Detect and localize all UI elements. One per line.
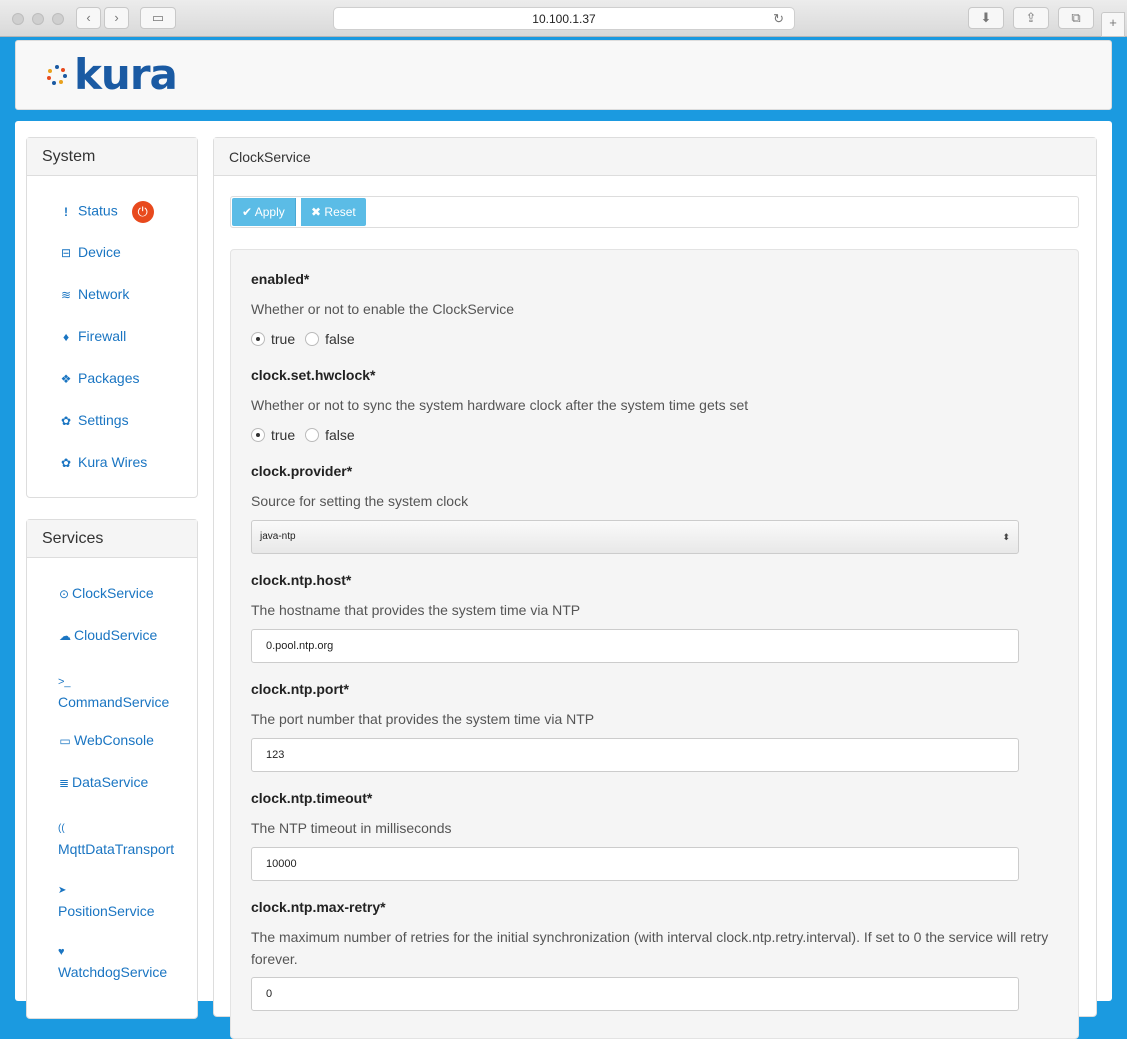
sidebar-item-network[interactable] [58,286,228,302]
apply-label: Apply [254,205,285,219]
provider-select[interactable] [251,520,1019,554]
field-desc-provider: Source for setting the system clock [251,493,469,509]
cloud-icon: ☁ [59,629,71,643]
max-retry-input[interactable]: 0 [251,977,1019,1011]
sidebar-item-label: CloudService [74,627,158,643]
config-panel-title: ClockService [214,138,1096,176]
sidebar-item-device[interactable] [58,244,228,260]
radio-label: true [271,331,296,347]
config-form [230,249,1079,1039]
reset-label: Reset [324,205,356,219]
chevron-right-icon: › [114,10,119,25]
provider-select-value: java-ntp [260,531,296,542]
host-input[interactable]: 0.pool.ntp.org [251,629,1019,663]
download-icon: ⬇ [980,10,992,25]
radio-label: false [325,331,355,347]
system-panel-title: System [27,138,197,176]
location-arrow-icon: ➤ [58,885,67,896]
sidebar-item-watchdogservice[interactable] [58,940,228,982]
reload-icon[interactable]: ↻ [773,11,784,26]
check-icon: ✔ [242,205,253,219]
field-desc-max-retry: The maximum number of retries for the initial synchronization (with interval clock.ntp.retry.interval). If set to 0 the service will retry forever. [251,929,1049,967]
radio-label: true [271,427,296,443]
logo-dots-icon [46,64,68,86]
sidebar-item-label: Network [78,286,130,302]
sidebar-item-clockservice[interactable] [58,585,228,601]
field-desc-enabled: Whether or not to enable the ClockService [251,301,515,317]
cubes-icon: ❖ [60,372,72,386]
sidebar-toggle-button[interactable] [140,7,176,29]
radio-label: false [325,427,355,443]
sidebar-item-label: WebConsole [74,732,154,748]
updown-arrow-icon: ⬍ [1002,532,1010,542]
app-header [15,40,1112,110]
config-toolbar [230,196,1079,228]
main-container [15,121,1112,1001]
heartbeat-icon: ♥ [58,946,65,958]
sidebar-item-label: PositionService [58,903,155,919]
radio-enabled-false[interactable] [305,332,319,346]
sidebar-item-label: WatchdogService [58,964,168,980]
sidebar-item-packages[interactable] [58,370,228,386]
share-icon: ⇪ [1025,10,1037,25]
sidebar-item-label: Kura Wires [78,454,148,470]
sidebar-item-label: Firewall [78,328,127,344]
sidebar-item-label: Packages [78,370,140,386]
times-icon: ✖ [311,205,322,219]
reset-button[interactable] [301,198,366,226]
system-panel [26,137,198,498]
sidebar-item-kura-wires[interactable] [58,454,228,470]
gear-icon: ✿ [60,456,72,470]
services-panel-title: Services [27,520,197,558]
zoom-window-button[interactable] [52,13,64,25]
kura-logo[interactable] [46,50,177,99]
sidebar-item-commandservice[interactable] [58,670,228,712]
port-input[interactable]: 123 [251,738,1019,772]
sidebar-item-label: Device [78,244,121,260]
field-label-port: clock.ntp.port* [251,681,350,697]
field-desc-port: The port number that provides the system time via NTP [251,711,595,727]
url-text: 10.100.1.37 [532,12,596,26]
radio-enabled-true[interactable] [251,332,265,346]
field-desc-timeout: The NTP timeout in milliseconds [251,820,452,836]
wifi-icon: ≋ [60,288,72,302]
sidebar-item-settings[interactable] [58,412,228,428]
field-label-max-retry: clock.ntp.max-retry* [251,899,386,915]
sidebar-item-positionservice[interactable] [58,878,228,921]
exclamation-icon: ! [64,204,68,219]
forward-button[interactable] [104,7,129,29]
tabs-icon: ⧉ [1071,10,1081,25]
tabs-overview-button[interactable] [1058,7,1094,29]
plus-icon: + [1109,15,1117,30]
clock-icon: ⊙ [58,587,70,601]
sidebar-item-label: Settings [78,412,129,428]
field-desc-host: The hostname that provides the system time via NTP [251,602,581,618]
chevron-left-icon: ‹ [86,10,91,25]
sidebar-item-label: ClockService [72,585,154,601]
new-tab-button[interactable] [1101,12,1125,37]
field-label-hwclock: clock.set.hwclock* [251,367,376,383]
sidebar-item-webconsole[interactable] [58,732,228,748]
field-label-host: clock.ntp.host* [251,572,352,588]
radio-group-enabled [251,331,355,347]
sidebar-item-label: CommandService [58,694,170,710]
field-label-provider: clock.provider* [251,463,353,479]
share-button[interactable] [1013,7,1049,29]
sidebar-item-mqttdatatransport[interactable] [58,816,228,859]
fire-icon: ♦ [62,330,70,344]
database-icon: ≣ [58,776,70,790]
minimize-window-button[interactable] [32,13,44,25]
config-panel [213,137,1097,1017]
browser-toolbar [0,0,1127,37]
sidebar-item-cloudservice[interactable] [58,627,228,643]
sidebar-item-label: Status [78,202,118,219]
sidebar-item-firewall[interactable] [58,328,228,344]
back-button[interactable] [76,7,101,29]
logo-text: kura [74,50,177,99]
sidebar-icon: ▭ [151,10,165,25]
timeout-input[interactable]: 10000 [251,847,1019,881]
sidebar-item-label: DataService [72,774,149,790]
close-window-button[interactable] [12,13,24,25]
apply-button[interactable] [232,198,296,226]
field-desc-hwclock: Whether or not to sync the system hardware clock after the system time gets set [251,397,749,413]
radio-hwclock-true[interactable] [251,428,265,442]
address-bar[interactable] [333,7,795,30]
radio-hwclock-false[interactable] [305,428,319,442]
downloads-button[interactable] [968,7,1004,29]
radio-group-hwclock [251,427,355,443]
field-label-timeout: clock.ntp.timeout* [251,790,373,806]
signal-icon: (( [58,823,65,834]
hdd-icon: ⊟ [60,246,72,260]
gear-icon: ✿ [60,414,72,428]
terminal-icon: >_ [58,676,71,688]
sidebar-item-label: MqttDataTransport [58,841,175,857]
sidebar-item-dataservice[interactable] [58,774,228,790]
field-label-enabled: enabled* [251,271,310,287]
plug-status-badge: ⏻ [132,201,154,223]
sidebar-item-status[interactable] [58,201,228,223]
services-panel [26,519,198,1019]
laptop-icon: ▭ [59,734,71,748]
